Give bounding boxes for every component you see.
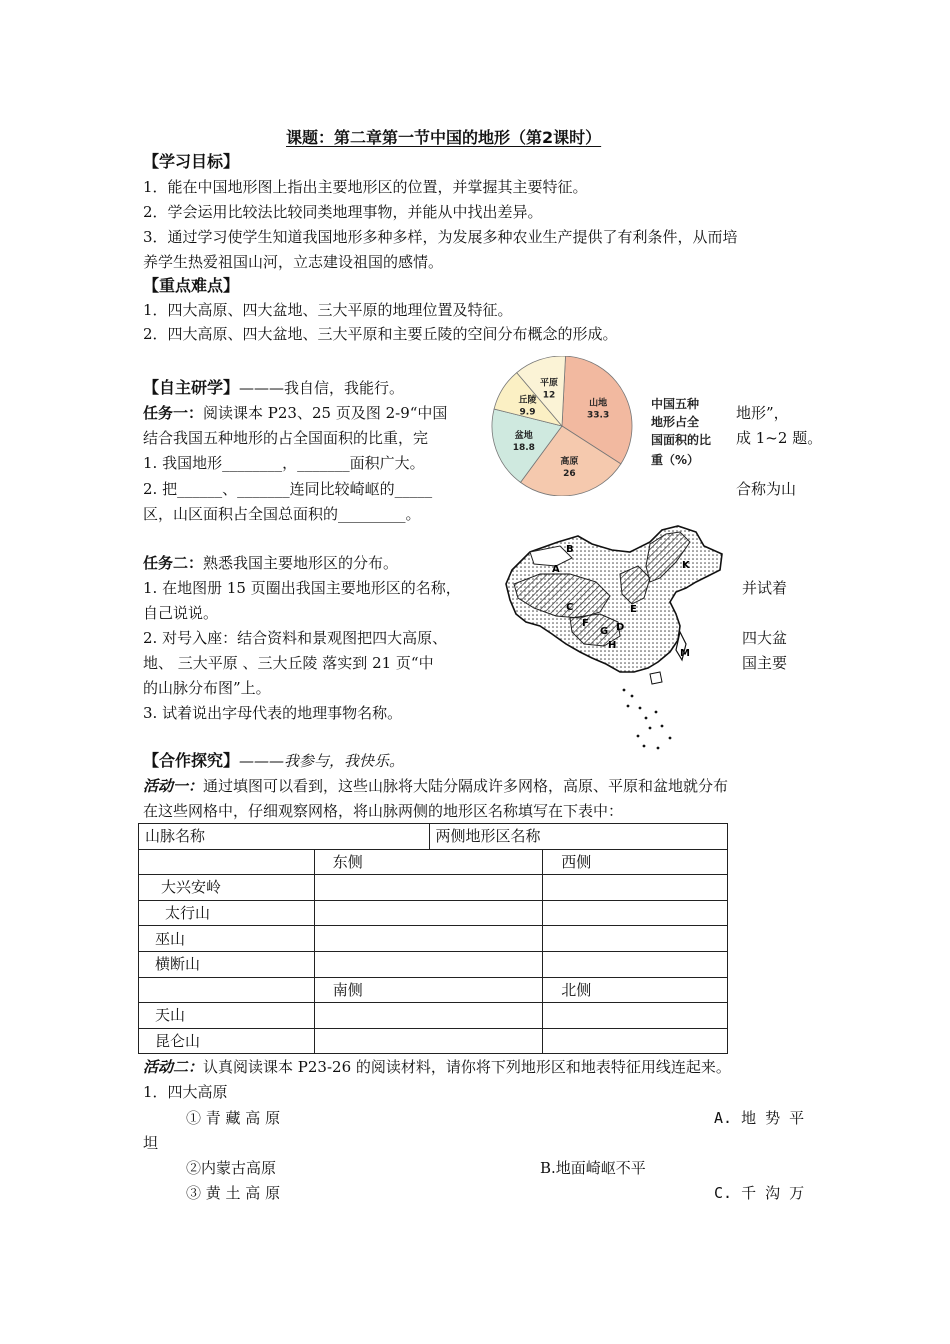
cooperative-heading-line — [143, 751, 404, 771]
terrain-pie-chart — [486, 356, 726, 496]
mountain-name: 太行山 — [139, 900, 315, 926]
objective-item: 2．学会运用比较法比较同类地理事物，并能从中找出差异。 — [143, 203, 543, 221]
mountain-table — [138, 823, 728, 1054]
answer-cell[interactable] — [314, 900, 543, 926]
objective-item: 3．通过学习使学生知道我国地形多种多样，为发展多种农业生产提供了有利条件，从而培 — [143, 228, 738, 246]
plateaus-heading: 1．四大高原 — [143, 1083, 228, 1101]
answer-cell[interactable] — [543, 951, 728, 977]
answer-cell[interactable] — [314, 951, 543, 977]
table-subheader: 南侧 — [314, 977, 543, 1003]
plateau-item: ① 青 藏 高 原 — [186, 1109, 281, 1127]
task2-label: 任务二： — [143, 554, 204, 572]
table-header: 山脉名称 — [139, 824, 430, 850]
task1-label: 任务一： — [143, 404, 204, 422]
cooperative-slogan: ———我参与，我快乐。 — [239, 752, 405, 770]
task2-line: 2. 对号入座：结合资料和景观图把四大高原、 — [143, 629, 448, 647]
objectives-heading: 【学习目标】 — [143, 152, 240, 171]
map-letter: M — [680, 648, 690, 659]
self-study-slogan: ———我自信，我能行。 — [239, 379, 405, 397]
feature-item: 坦 — [143, 1134, 159, 1152]
china-mountain-map — [500, 522, 730, 754]
pie-slice-label: 平原 — [539, 378, 558, 389]
keypoint-item: 2．四大高原、四大盆地、三大平原和主要丘陵的空间分布概念的形成。 — [143, 325, 618, 343]
table-row — [139, 926, 728, 952]
task2-line: 3. 试着说出字母代表的地理事物名称。 — [143, 704, 403, 722]
activity1-line: 在这些网格中，仔细观察网格，将山脉两侧的地形区名称填写在下表中： — [143, 802, 624, 820]
feature-item: C. 千 沟 万 — [714, 1184, 805, 1202]
pie-slice-value: 12 — [542, 390, 556, 401]
table-subheader: 东侧 — [314, 849, 543, 875]
task2-line: 地、 三大平原 、三大丘陵 落实到 21 页“中 — [143, 654, 434, 672]
pie-slice-value: 33.3 — [587, 410, 610, 421]
pie-title: 中国五种 — [651, 397, 700, 411]
activity1-line: 活动一：通过填图可以看到，这些山脉将大陆分隔成许多网格，高原、平原和盆地就分布 — [143, 777, 729, 795]
answer-cell[interactable] — [543, 1028, 728, 1054]
map-letter: C — [566, 602, 574, 613]
mountain-name: 天山 — [139, 1003, 315, 1029]
cooperative-heading: 【合作探究】 — [143, 751, 240, 770]
pie-slice-label: 高原 — [560, 456, 579, 467]
activity1-label: 活动一： — [143, 777, 204, 795]
task2-line: 1. 在地图册 15 页圈出我国主要地形区的名称， — [143, 579, 461, 597]
objective-item: 1．能在中国地形图上指出主要地形区的位置，并掌握其主要特征。 — [143, 178, 588, 196]
table-row — [139, 900, 728, 926]
answer-cell[interactable] — [543, 926, 728, 952]
table-subheader-row — [139, 977, 728, 1003]
answer-cell[interactable] — [314, 926, 543, 952]
task1-line: 区，山区面积占全国总面积的_________。 — [143, 505, 421, 523]
map-letter: B — [566, 544, 574, 555]
answer-cell[interactable] — [543, 900, 728, 926]
answer-cell[interactable] — [314, 875, 543, 901]
task1-line: 1. 我国地形________，_______面积广大。 — [143, 454, 425, 472]
pie-slice-label: 丘陵 — [518, 395, 537, 406]
task1-line: 2. 把______、_______连同比较崎岖的_____ — [143, 480, 433, 498]
pie-slice-value: 18.8 — [512, 442, 535, 453]
answer-cell[interactable] — [543, 875, 728, 901]
map-letter: A — [552, 564, 560, 575]
self-study-heading: 【自主研学】 — [143, 378, 240, 397]
objective-item: 养学生热爱祖国山河，立志建设祖国的感情。 — [143, 253, 444, 271]
task1-right-fragment: 成 1~2 题。 — [736, 429, 823, 447]
task2-line: 自己说说。 — [143, 604, 219, 622]
mountain-name: 昆仑山 — [139, 1028, 315, 1054]
table-subheader: 西侧 — [543, 849, 728, 875]
pie-slice-label: 盆地 — [514, 430, 533, 441]
table-row — [139, 1003, 728, 1029]
table-subheader-row — [139, 849, 728, 875]
answer-cell[interactable] — [314, 1003, 543, 1029]
answer-cell[interactable] — [314, 1028, 543, 1054]
table-row — [139, 1028, 728, 1054]
task2-line: 的山脉分布图”上。 — [143, 679, 271, 697]
task1-line: 结合我国五种地形的占全国面积的比重，完 — [143, 429, 429, 447]
table-subheader: 北侧 — [543, 977, 728, 1003]
map-letter: G — [600, 626, 609, 637]
table-header: 两侧地形区名称 — [429, 824, 728, 850]
mountain-name: 大兴安岭 — [139, 875, 315, 901]
map-letter: H — [608, 640, 617, 651]
plateau-item: ③ 黄 土 高 原 — [186, 1184, 281, 1202]
map-letter: F — [582, 618, 589, 629]
map-letter: K — [682, 560, 690, 571]
map-letter: D — [616, 622, 625, 633]
page-title: 课题：第二章第一节中国的地形（第2课时） — [286, 128, 602, 147]
table-row — [139, 951, 728, 977]
feature-item: B.地面崎岖不平 — [540, 1159, 646, 1177]
task1-right-fragment: 合称为山 — [736, 480, 797, 498]
task2-right-fragment: 四大盆 — [742, 629, 788, 647]
answer-cell[interactable] — [543, 1003, 728, 1029]
pie-title: 地形占全 — [651, 415, 700, 429]
map-letter: E — [630, 604, 637, 615]
pie-slice-label: 山地 — [589, 398, 608, 409]
plateau-item: ②内蒙古高原 — [186, 1159, 277, 1177]
keypoints-heading: 【重点难点】 — [143, 276, 240, 295]
pie-slice-value: 26 — [563, 468, 576, 479]
task2-right-fragment: 国主要 — [742, 654, 788, 672]
activity2-label: 活动二： — [143, 1058, 204, 1076]
task2-line: 任务二：熟悉我国主要地形区的分布。 — [143, 554, 399, 572]
mountain-name: 横断山 — [139, 951, 315, 977]
activity2-line: 活动二：认真阅读课本 P23-26 的阅读材料，请你将下列地形区和地表特征用线连起来。 — [143, 1058, 731, 1076]
mountain-name: 巫山 — [139, 926, 315, 952]
table-header-row — [139, 824, 728, 850]
feature-item: A. 地 势 平 — [714, 1109, 805, 1127]
task2-right-fragment: 并试着 — [742, 579, 788, 597]
task1-right-fragment: 地形”， — [736, 404, 789, 422]
task1-line: 任务一：阅读课本 P23、25 页及图 2-9“中国 — [143, 404, 448, 422]
self-study-heading-line — [143, 378, 404, 398]
pie-slice-value: 9.9 — [519, 407, 536, 418]
keypoint-item: 1．四大高原、四大盆地、三大平原的地理位置及特征。 — [143, 301, 513, 319]
pie-title: 国面积的比 — [651, 433, 712, 447]
table-row — [139, 875, 728, 901]
pie-title: 重（%） — [651, 453, 700, 467]
